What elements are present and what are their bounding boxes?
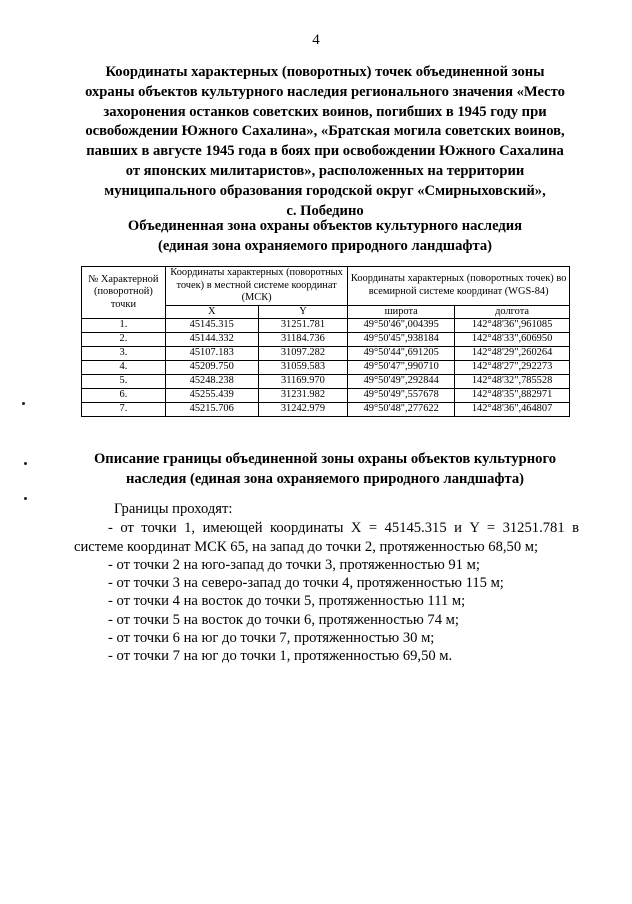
coord-y: 31251.781 [258,318,348,332]
title-line: с. Победино [286,202,364,219]
point-number: 3. [82,346,166,360]
point-number: 5. [82,374,166,388]
title-line: охраны объектов культурного наследия регионального значения «Место [85,83,565,100]
longitude: 142°48'32",785528 [455,374,570,388]
boundary-item: - от точки 6 на юг до точки 7, протяженностью 30 м; [108,630,435,647]
description-title-line: наследия (единая зона охраняемого природного ландшафта) [126,471,524,487]
header-msk: Координаты характерных (поворотных точек) в местной системе координат (МСК) [165,267,347,306]
boundary-description [74,500,579,666]
coord-y: 31169.970 [258,374,348,388]
point-number: 1. [82,318,166,332]
table-row [82,360,570,374]
latitude: 49°50'45",938184 [348,332,455,346]
title-line: павших в августе 1945 года в боях при освобождении Южного Сахалина [86,143,564,160]
point-number: 4. [82,360,166,374]
longitude: 142°48'33",606950 [455,332,570,346]
coord-x: 45145.315 [165,318,258,332]
coord-y: 31097.282 [258,346,348,360]
point-number: 7. [82,402,166,416]
table-row [82,402,570,416]
point-number: 2. [82,332,166,346]
coord-x: 45215.706 [165,402,258,416]
description-title-line: Описание границы объединенной зоны охраны объектов культурного [93,451,557,467]
title-line: захоронения останков советских воинов, погибших в 1945 году при [103,103,547,120]
coordinates-table [81,266,570,417]
table-row [82,332,570,346]
title-line: от японских милитаристов», расположенных на территории [125,162,525,179]
latitude: 49°50'46",004395 [348,318,455,332]
coord-y: 31231.982 [258,388,348,402]
boundary-first-line: - от точки 1, имеющей координаты X = 45145.315 и Y = 31251.781 в [108,520,579,537]
boundary-item: - от точки 7 на юг до точки 1, протяженностью 69,50 м. [108,648,453,665]
boundary-first-line-cont: системе координат МСК 65, на запад до точки 2, протяженностью 68,50 м; [74,538,539,555]
longitude: 142°48'35",882971 [455,388,570,402]
zone-title-line: (единая зона охраняемого природного ландшафта) [157,238,492,254]
page-number: 4 [312,32,320,48]
latitude: 49°50'49",292844 [348,374,455,388]
header-wgs: Координаты характерных (поворотных точек) во всемирной системе координат (WGS-84) [348,267,570,306]
table-row [82,318,570,332]
coord-x: 45107.183 [165,346,258,360]
boundary-item: - от точки 5 на восток до точки 6, протяженностью 74 м; [108,611,459,628]
header-x: X [165,305,258,318]
scan-speck [22,402,25,405]
coord-x: 45255.439 [165,388,258,402]
table-row [82,346,570,360]
latitude: 49°50'47",990710 [348,360,455,374]
header-y: Y [258,305,348,318]
coord-y: 31242.979 [258,402,348,416]
latitude: 49°50'44",691205 [348,346,455,360]
zone-title [60,216,590,256]
coord-x: 45144.332 [165,332,258,346]
title-line: Координаты характерных (поворотных) точек объединенной зоны [105,64,545,80]
table-row [82,374,570,388]
zone-title-line: Объединенная зона охраны объектов культурного наследия [127,218,523,234]
title-line: освобождении Южного Сахалина», «Братская могила советских воинов, [85,123,565,140]
description-title [60,449,590,489]
boundary-intro: Границы проходят: [114,501,233,517]
longitude: 142°48'36",464807 [455,402,570,416]
boundary-item: - от точки 2 на юго-запад до точки 3, протяженностью 91 м; [108,556,480,573]
point-number: 6. [82,388,166,402]
latitude: 49°50'49",557678 [348,388,455,402]
scan-speck [24,462,27,465]
coord-x: 45248.238 [165,374,258,388]
coord-x: 45209.750 [165,360,258,374]
coord-y: 31059.583 [258,360,348,374]
longitude: 142°48'36",961085 [455,318,570,332]
longitude: 142°48'29",260264 [455,346,570,360]
scan-speck [24,497,27,500]
longitude: 142°48'27",292273 [455,360,570,374]
header-longitude: долгота [455,305,570,318]
latitude: 49°50'48",277622 [348,402,455,416]
coord-y: 31184.736 [258,332,348,346]
table-row [82,388,570,402]
header-latitude: широта [348,305,455,318]
document-title [60,63,590,221]
boundary-item: - от точки 3 на северо-запад до точки 4, протяженностью 115 м; [108,575,504,592]
header-point: № Характерной (поворотной) точки [82,267,166,319]
boundary-item: - от точки 4 на восток до точки 5, протяженностью 111 м; [108,593,466,610]
title-line: муниципального образования городской округ «Смирныховский», [104,182,546,199]
